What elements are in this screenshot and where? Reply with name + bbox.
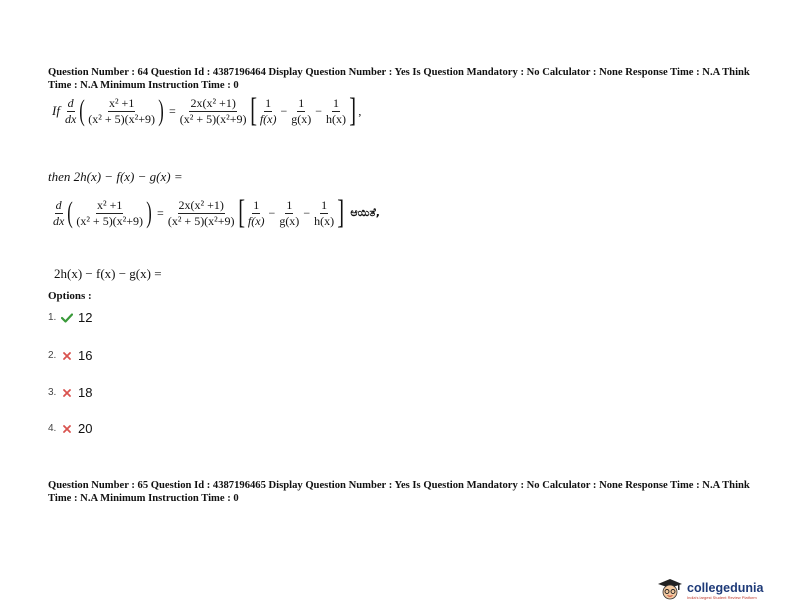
term-h: $\frac{1}{h(x)}$ — [326, 95, 347, 126]
equation-2: $\frac{d}{dx}$ ( $\frac{\text{x² +1}}{\text{(x² + 5)(x²+9)}}$ ) = $\frac{\text{2x(x² +1)}}{\text{(x² + 5)(x²+9)}}$ [ $\frac{1}{f(x)}$ − $\frac{1}{g(x)}$ − $\frac{1}{h(x)}$ ] ಆಯಿತೆ, — [53, 194, 380, 231]
option-value: 18 — [78, 385, 93, 400]
term-g-2: $\frac{1}{g(x)}$ — [279, 197, 300, 228]
then-line: then 2h(x) − f(x) − g(x) = — [48, 169, 183, 184]
kannada-suffix: ಆಯಿತೆ, — [350, 206, 380, 219]
collegedunia-logo — [656, 578, 763, 605]
equals-sign: = — [169, 103, 176, 118]
option-4[interactable] — [48, 421, 92, 436]
question-64-header: Question Number : 64 Question Id : 4387196464 Display Question Number : Yes Is Question Mandatory : No Calculator : None Response Time : N.A Think Time : N.A Minimum Instruction Time : 0 — [48, 67, 750, 91]
option-value: 12 — [78, 310, 93, 325]
option-number: 1. — [48, 312, 57, 323]
expression-line: 2h(x) − f(x) − g(x) = — [54, 266, 162, 281]
cross-icon — [60, 425, 74, 433]
option-value: 16 — [78, 348, 93, 363]
term-g: $\frac{1}{g(x)}$ — [291, 95, 312, 126]
term-h-2: $\frac{1}{h(x)}$ — [314, 197, 335, 228]
mascot-icon — [656, 578, 684, 605]
option-number: 3. — [48, 387, 57, 398]
check-icon — [60, 313, 74, 323]
rhs-fraction-2: $\frac{\text{2x(x² +1)}}{\text{(x² + 5)(x²+9)}}$ — [167, 197, 235, 228]
logo-tagline: India's largest Student Review Platform — [687, 595, 757, 600]
logo-name: collegedunia — [687, 581, 764, 595]
cross-icon — [60, 389, 74, 397]
equation-1: If $\frac{d}{dx}$ ( $\frac{\text{x² +1}}{\text{(x² + 5)(x²+9)}}$ ) = $\frac{\text{2x(x² +1)}}{\text{(x² + 5)(x²+9)}}$ [ $\frac{1}{f(x)}$ − $\frac{1}{g(x)}$ − $\frac{1}{h(x)}$ ] , — [52, 92, 362, 129]
derivative-operator: $\frac{d}{dx}$ — [64, 95, 77, 126]
term-f: $\frac{1}{f(x)}$ — [259, 95, 277, 126]
rhs-fraction: $\frac{\text{2x(x² +1)}}{\text{(x² + 5)(x²+9)}}$ — [179, 95, 247, 126]
option-2[interactable] — [48, 348, 92, 363]
cross-icon — [60, 352, 74, 360]
option-number: 4. — [48, 423, 57, 434]
option-3[interactable] — [48, 385, 92, 400]
option-number: 2. — [48, 350, 57, 361]
option-1[interactable] — [48, 310, 92, 325]
lhs-fraction: $\frac{\text{x² +1}}{\text{(x² + 5)(x²+9)}}$ — [88, 95, 155, 126]
question-65-header: Question Number : 65 Question Id : 4387196465 Display Question Number : Yes Is Question Mandatory : No Calculator : None Response Time : N.A Think Time : N.A Minimum Instruction Time : 0 — [48, 480, 750, 504]
options-label: Options : — [48, 290, 92, 302]
lhs-fraction-2: $\frac{\text{x² +1}}{\text{(x² + 5)(x²+9)}}$ — [76, 197, 144, 228]
if-label: If — [52, 103, 60, 118]
derivative-operator-2: $\frac{d}{dx}$ — [53, 197, 65, 228]
term-f-2: $\frac{1}{f(x)}$ — [247, 197, 265, 228]
option-value: 20 — [78, 421, 93, 436]
